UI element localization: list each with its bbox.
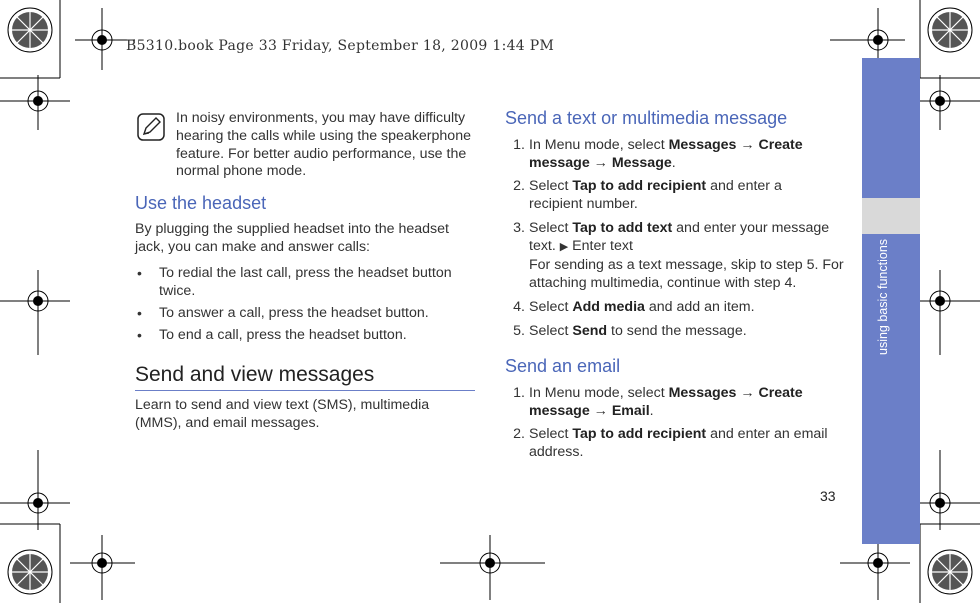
- note-text: In noisy environments, you may have difficulty hearing the calls while using the speakerphone feature. For better audio performance, use the normal phone mode.: [176, 110, 471, 180]
- chapter-label-text: using basic functions: [876, 238, 890, 355]
- triangle-icon: ▶: [559, 241, 569, 253]
- headset-intro: By plugging the supplied headset into the headset jack, you can make and answer calls:: [135, 221, 449, 255]
- section-divider: [135, 390, 475, 391]
- pencil-note-icon: [137, 113, 165, 141]
- send-email-heading: Send an email: [505, 356, 621, 376]
- messages-intro: Learn to send and view text (SMS), multimedia (MMS), and email messages.: [135, 397, 430, 431]
- chapter-sidebar-marker: [862, 198, 920, 234]
- headset-bullet-list: • To redial the last call, press the headset button twice. • To answer a call, press the headset button. • To end a call, press the headset button.: [137, 265, 452, 343]
- headset-heading: Use the headset: [135, 193, 267, 213]
- send-text-steps: 1. In Menu mode, select Messages → Create message → Message. 2. Select Tap to add recipient and enter a recipient number. 3. Select Tap to add text and enter your message text. ▶ Enter text For sending as a text message, skip to step 5. For attaching multimedia, continue with step 4. 4. Select Add media and add an item. 5. Select Send to send the message.: [513, 137, 844, 339]
- chapter-label: [874, 240, 904, 360]
- send-text-heading: Send a text or multimedia message: [505, 108, 788, 128]
- book-file-info: B5310.book Page 33 Friday, September 18, 2009 1:44 PM: [126, 38, 555, 54]
- messages-heading: Send and view messages: [135, 363, 375, 386]
- send-email-steps: 1. In Menu mode, select Messages → Create message → Email. 2. Select Tap to add recipient and enter an email address.: [513, 385, 828, 460]
- page-number: 33: [820, 488, 836, 504]
